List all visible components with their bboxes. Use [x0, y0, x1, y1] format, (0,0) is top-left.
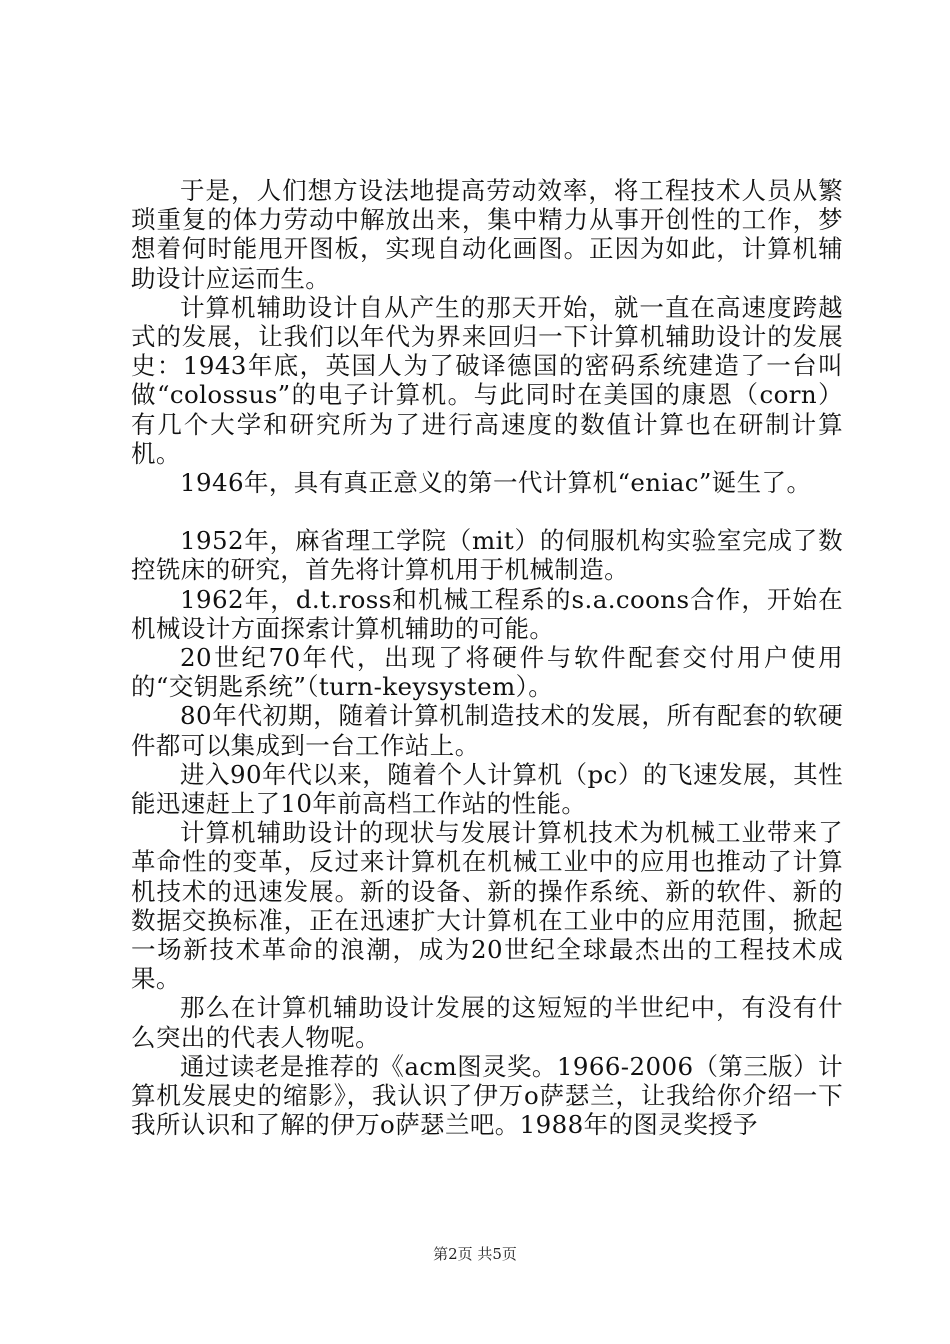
paragraph-2: 计算机辅助设计自从产生的那天开始，就一直在高速度跨越式的发展，让我们以年代为界来回归一下计算机辅助设计的发展史：1943年底，英国人为了破译德国的密码系统建造了一台叫做“colossus”的电子计算机。与此同时在美国的康恩（corn）有几个大学和研究所为了进行高速度的数值计算也在研制计算机。 — [131, 292, 843, 468]
paragraph-3: 1946年，具有真正意义的第一代计算机“eniac”诞生了。 — [180, 468, 812, 498]
paragraph-8: 进入90年代以来，随着个人计算机（pc）的飞速发展，其性能迅速赶上了10年前高档工作站的性能。 — [131, 759, 843, 819]
paragraph-7: 80年代初期，随着计算机制造技术的发展，所有配套的软硬件都可以集成到一台工作站上。 — [131, 701, 843, 760]
document-body — [131, 176, 843, 1140]
paragraph-10: 那么在计算机辅助设计发展的这短短的半世纪中，有没有什么突出的代表人物呢。 — [131, 993, 843, 1052]
paragraph-11: 通过读老是推荐的《acm图灵奖。1966-2006（第三版）计算机发展史的缩影》，我认识了伊万o萨瑟兰，让我给你介绍一下我所认识和了解的伊万o萨瑟兰吧。1988年的图灵奖授予 — [131, 1051, 843, 1140]
paragraph-1: 于是，人们想方设法地提高劳动效率，将工程技术人员从繁琐重复的体力劳动中解放出来，集中精力从事开创性的工作，梦想着何时能甩开图板，实现自动化画图。正因为如此，计算机辅助设计应运而生。 — [131, 176, 843, 293]
paragraph-4: 1952年，麻省理工学院（mit）的伺服机构实验室完成了数控铣床的研究，首先将计算机用于机械制造。 — [131, 526, 843, 585]
page-footer: 第2页 共5页 — [433, 1245, 517, 1263]
paragraph-5: 1962年，d.t.ross和机械工程系的s.a.coons合作，开始在机械设计方面探索计算机辅助的可能。 — [131, 584, 843, 643]
paragraph-9: 计算机辅助设计的现状与发展计算机技术为机械工业带来了革命性的变革，反过来计算机在机械工业中的应用也推动了计算机技术的迅速发展。新的设备、新的操作系统、新的软件、新的数据交换标准，正在迅速扩大计算机在工业中的应用范围，掀起一场新技术革命的浪潮，成为20世纪全球最杰出的工程技术成果。 — [131, 818, 843, 994]
paragraph-spacer — [131, 497, 843, 526]
paragraph-6: 20世纪70年代，出现了将硬件与软件配套交付用户使用的“交钥匙系统”（turn-keysystem）。 — [131, 643, 843, 702]
